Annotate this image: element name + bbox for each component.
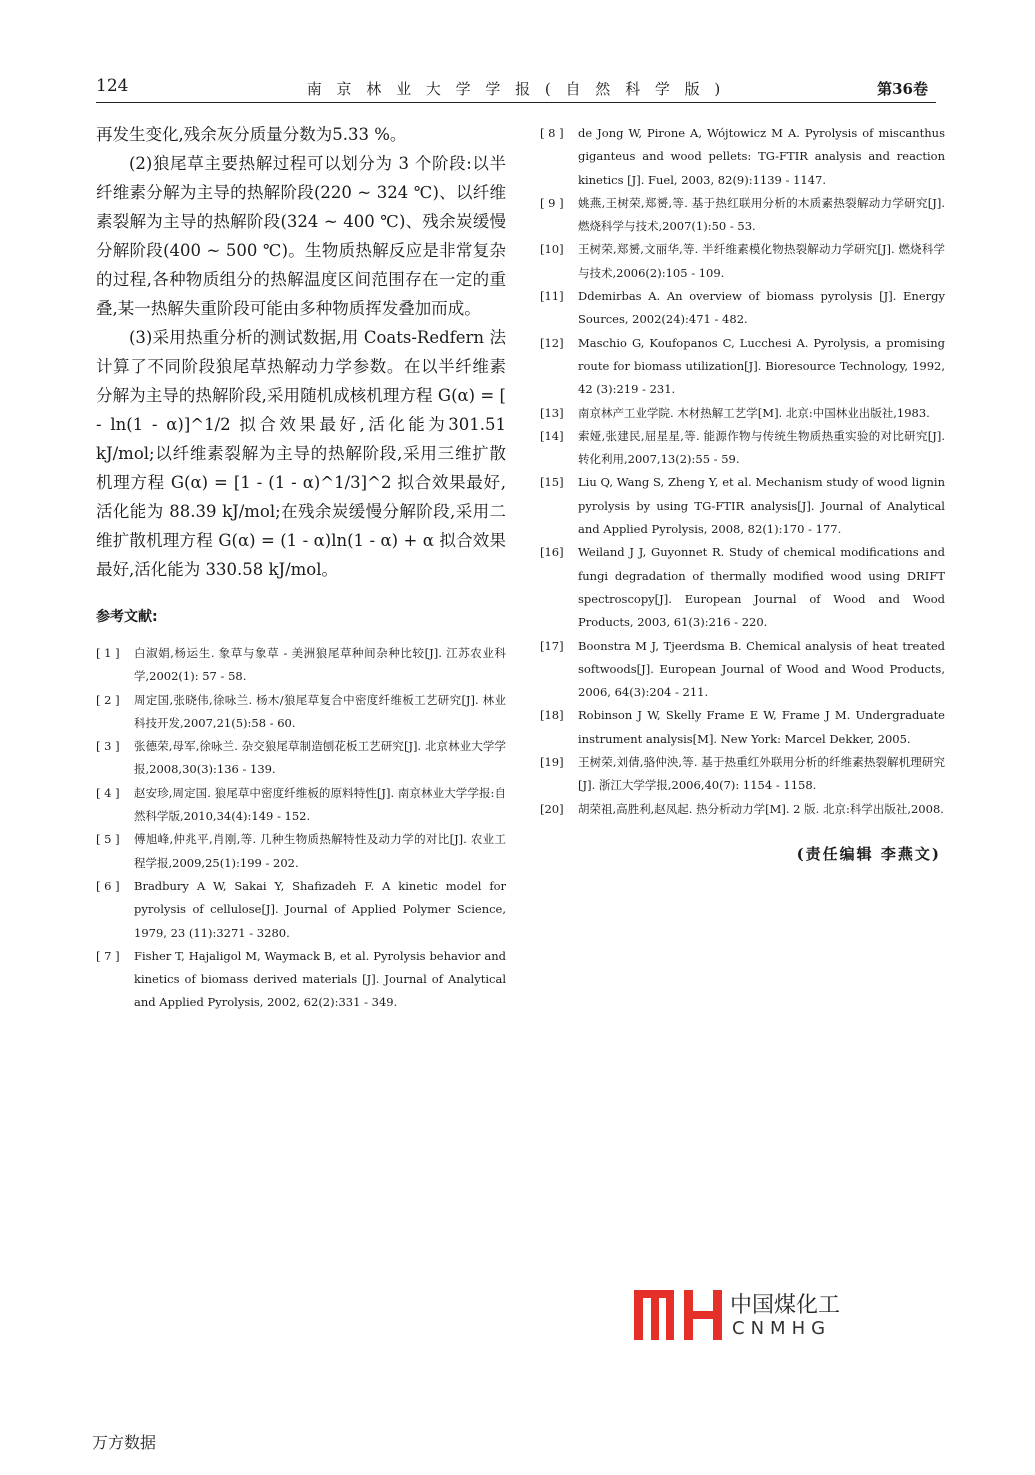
reference-item — [540, 635, 945, 705]
reference-number: [11] — [540, 289, 564, 304]
reference-number: [17] — [540, 638, 564, 653]
volume-label: 第36卷 — [877, 80, 928, 98]
reference-number: [ 9 ] — [540, 195, 564, 210]
reference-item — [540, 238, 945, 285]
reference-number: [ 7 ] — [96, 948, 120, 963]
reference-item — [96, 828, 506, 875]
reference-text: de Jong W, Pirone A, Wójtowicz M A. Pyrolysis of miscanthus giganteus and wood pellets: TG-FTIR analysis and reaction kinetics [J]. Fuel, 2003, 82(9):1139 - 1147. — [578, 126, 945, 187]
logo-english-text: CNMHG — [732, 1318, 832, 1339]
reference-text: 白淑娟,杨运生. 象草与象草 - 美洲狼尾草种间杂种比较[J]. 江苏农业科学,2002(1): 57 - 58. — [134, 646, 506, 684]
reference-number: [ 3 ] — [96, 739, 120, 754]
reference-text: Weiland J J, Guyonnet R. Study of chemical modifications and fungi degradation of thermally modified wood using DRIFT spectroscopy[J]. European Journal of Wood and Wood Products, 2003, 61(3):216 - 220. — [578, 545, 945, 630]
reference-item — [540, 402, 945, 425]
right-column — [540, 122, 945, 864]
body-paragraph: (2)狼尾草主要热解过程可以划分为 3 个阶段:以半纤维素分解为主导的热解阶段(220 ~ 324 ℃)、以纤维素裂解为主导的热解阶段(324 ~ 400 ℃)、残余炭缓慢分解阶段(400 ~ 500 ℃)。生物质热解反应是非常复杂的过程,各种物质组分的热解温度区间范围存在一定的重叠,某一热解失重阶段可能由多种物质挥发叠加而成。 — [96, 154, 506, 318]
reference-number: [10] — [540, 242, 564, 257]
reference-number: [15] — [540, 475, 564, 490]
reference-text: 胡荣祖,高胜利,赵凤起. 热分析动力学[M]. 2 版. 北京:科学出版社,2008. — [578, 801, 944, 816]
reference-text: Robinson J W, Skelly Frame E W, Frame J M. Undergraduate instrument analysis[M]. New York: Marcel Dekker, 2005. — [578, 708, 945, 746]
reference-item — [540, 332, 945, 402]
reference-number: [ 4 ] — [96, 785, 120, 800]
reference-number: [16] — [540, 545, 564, 560]
reference-item — [96, 735, 506, 782]
logo-chinese-text: 中国煤化工 — [730, 1293, 841, 1318]
reference-number: [19] — [540, 755, 564, 770]
reference-item — [96, 782, 506, 829]
reference-number: [12] — [540, 335, 564, 350]
reference-text: Ddemirbas A. An overview of biomass pyrolysis [J]. Energy Sources, 2002(24):471 - 482. — [578, 289, 945, 327]
reference-item — [96, 945, 506, 1015]
reference-number: [ 6 ] — [96, 878, 120, 893]
reference-item — [540, 192, 945, 239]
reference-text: 傅旭峰,仲兆平,肖刚,等. 几种生物质热解特性及动力学的对比[J]. 农业工程学报,2009,25(1):199 - 202. — [134, 832, 506, 870]
references-title: 参考文献: — [96, 609, 158, 625]
reference-item — [540, 541, 945, 634]
page-header — [96, 74, 936, 102]
reference-text: Bradbury A W, Sakai Y, Shafizadeh F. A kinetic model for pyrolysis of cellulose[J]. Journal of Applied Polymer Science, 1979, 23 (11):3271 - 3280. — [134, 878, 506, 940]
responsible-editor: (责任编辑 李燕文) — [796, 844, 941, 863]
cnmhg-logo-icon — [634, 1286, 724, 1344]
reference-item — [540, 798, 945, 821]
reference-text: Liu Q, Wang S, Zheng Y, et al. Mechanism study of wood lignin pyrolysis by using TG-FTIR analysis[J]. Journal of Analytical and Applied Pyrolysis, 2008, 82(1):170 - 177. — [578, 475, 945, 537]
reference-text: 张德荣,母军,徐咏兰. 杂交狼尾草制造刨花板工艺研究[J]. 北京林业大学学报,2008,30(3):136 - 139. — [134, 739, 506, 777]
reference-text: Boonstra M J, Tjeerdsma B. Chemical analysis of heat treated softwoods[J]. European Journal of Wood and Wood Products, 2006, 64(3):204 - 211. — [578, 638, 945, 700]
page-number: 124 — [96, 76, 129, 96]
reference-item — [96, 689, 506, 736]
cnmhg-logo — [634, 1286, 844, 1346]
journal-title: 南 京 林 业 大 学 学 报 ( 自 然 科 学 版 ) — [306, 80, 726, 98]
reference-item — [540, 285, 945, 332]
reference-text: 周定国,张晓伟,徐咏兰. 杨木/狼尾草复合中密度纤维板工艺研究[J]. 林业科技开发,2007,21(5):58 - 60. — [134, 692, 506, 730]
reference-item — [540, 471, 945, 541]
reference-number: [ 8 ] — [540, 126, 564, 140]
reference-item — [540, 122, 945, 192]
reference-text: 王树荣,刘倩,骆仲泱,等. 基于热重红外联用分析的纤维素热裂解机理研究[J]. 浙江大学学报,2006,40(7): 1154 - 1158. — [578, 755, 945, 793]
reference-item — [540, 425, 945, 472]
reference-item — [96, 642, 506, 689]
left-column — [96, 120, 506, 1015]
body-paragraph: (3)采用热重分析的测试数据,用 Coats-Redfern 法计算了不同阶段狼尾草热解动力学参数。在以半纤维素分解为主导的热解阶段,采用随机成核机理方程 G(α) = [ - ln(1 - α)]^1/2 拟合效果最好,活化能为301.51 kJ/mol;以纤维素裂解为主导的热解阶段,采用三维扩散机理方程 G(α) = [1 - (1 - α)^1/3]^2 拟合效果最好,活化能为 88.39 kJ/mol;在残余炭缓慢分解阶段,采用二维扩散机理方程 G(α) = (1 - α)ln(1 - α) + α 拟合效果最好,活化能为 330.58 kJ/mol。 — [96, 328, 506, 579]
reference-text: 姚燕,王树荣,郑赟,等. 基于热红联用分析的木质素热裂解动力学研究[J]. 燃烧科学与技术,2007(1):50 - 53. — [578, 195, 945, 234]
reference-text: 南京林产工业学院. 木材热解工艺学[M]. 北京:中国林业出版社,1983. — [578, 405, 930, 420]
reference-text: 王树荣,郑赟,文丽华,等. 半纤维素模化物热裂解动力学研究[J]. 燃烧科学与技术,2006(2):105 - 109. — [578, 242, 945, 280]
reference-number: [ 1 ] — [96, 646, 120, 660]
header-rule — [96, 102, 936, 103]
reference-number: [ 5 ] — [96, 832, 120, 847]
reference-text: Maschio G, Koufopanos C, Lucchesi A. Pyrolysis, a promising route for biomass utilization[J]. Bioresource Technology, 1992, 42 (3):219 - 231. — [578, 335, 945, 397]
reference-item — [96, 875, 506, 945]
reference-text: 索娅,张建民,屈星星,等. 能源作物与传统生物质热重实验的对比研究[J]. 转化利用,2007,13(2):55 - 59. — [578, 428, 945, 467]
reference-number: [ 2 ] — [96, 692, 120, 707]
reference-number: [20] — [540, 801, 564, 816]
wanfang-watermark: 万方数据 — [92, 1433, 157, 1452]
reference-text: Fisher T, Hajaligol M, Waymack B, et al. Pyrolysis behavior and kinetics of biomass derived materials [J]. Journal of Analytical and Applied Pyrolysis, 2002, 62(2):331 - 349. — [134, 948, 506, 1010]
body-paragraph: 再发生变化,残余灰分质量分数为5.33 %。 — [96, 125, 407, 144]
reference-number: [14] — [540, 428, 564, 443]
reference-item — [540, 704, 945, 751]
reference-number: [13] — [540, 405, 564, 420]
logo-mark-shapes — [634, 1290, 722, 1340]
reference-item — [540, 751, 945, 798]
reference-text: 赵安珍,周定国. 狼尾草中密度纤维板的原料特性[J]. 南京林业大学学报:自然科学版,2010,34(4):149 - 152. — [134, 785, 506, 824]
reference-number: [18] — [540, 708, 564, 723]
